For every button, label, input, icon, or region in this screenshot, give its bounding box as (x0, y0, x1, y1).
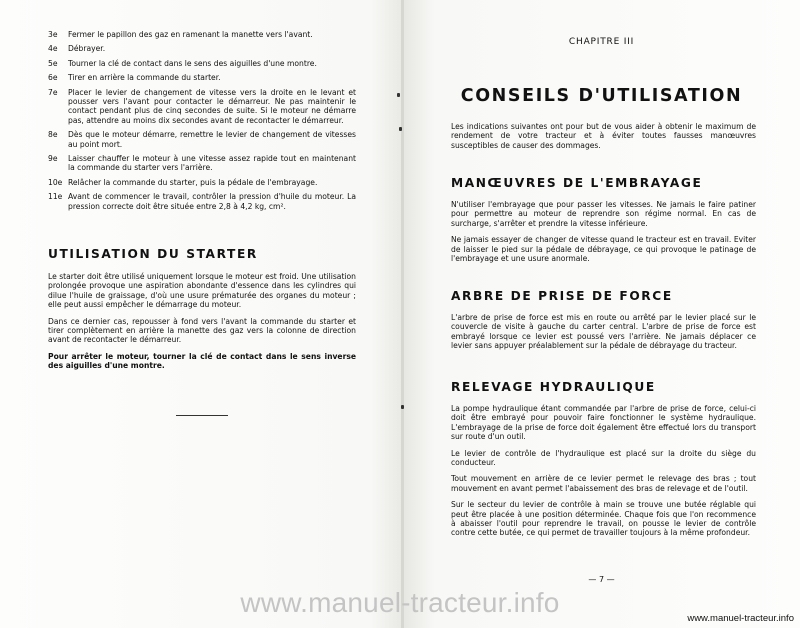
chapter-label: CHAPITRE III (568, 37, 635, 47)
step-number: 11e (48, 192, 63, 202)
section-paragraph: N'utiliser l'embrayage que pour passer les vitesses. Ne jamais le faire patiner pour permettre au moteur de reprendre son régime normal. En cas de surcharge, s'arrêter et prendre la vitesse inférieure. (451, 200, 756, 228)
step-item (48, 88, 356, 126)
step-number: 10e (48, 177, 63, 187)
step-text: Placer le levier de changement de vitesse vers la droite en le levant et pousser vers l'avant pour contacter le démarreur. Ne pas maintenir le contact pendant plus de cinq secondes de suite. Si le moteur ne démarre pas, attendre au moins dix secondes avant de recontacter le démarreur. (68, 87, 356, 125)
step-item (48, 59, 356, 68)
intro-paragraph: Les indications suivantes ont pour but de vous aider à obtenir le maximum de rendement de votre tracteur et à éviter toutes fausses manœuvres susceptibles de causer des dommages. (451, 122, 756, 150)
section-paragraph: La pompe hydraulique étant commandée par l'arbre de prise de force, celui-ci doit être embrayé pour pouvoir faire fonctionner le système hydraulique. L'embrayage de la prise de force doit également être effectué lors du transport sur route d'un outil. (451, 404, 756, 442)
step-text: Tourner la clé de contact dans le sens des aiguilles d'une montre. (68, 58, 317, 68)
step-number: 6e (48, 73, 58, 83)
step-text: Laisser chauffer le moteur à une vitesse assez rapide tout en maintenant la commande du starter vers l'arrière. (68, 154, 356, 173)
section-paragraph: L'arbre de prise de force est mis en route ou arrêté par le levier placé sur le couvercle de visite à gauche du carter central. L'arbre de prise de force est embrayé lorsque ce levier est poussé vers l'arrière. Ne jamais déplacer ce levier sans appuyer préalablement sur la pédale de débrayage du tracteur. (451, 313, 756, 351)
intro-section (451, 122, 756, 157)
starter-section (48, 272, 356, 378)
starter-heading: UTILISATION DU STARTER (48, 247, 258, 261)
starter-paragraph: Dans ce dernier cas, repousser à fond vers l'avant la commande du starter et tirer complètement en arrière la manette des gaz vers la colonne de direction avant de recontacter le démarreur. (48, 316, 356, 345)
page-number: — 7 — (588, 575, 615, 584)
watermark-small-text: www.manuel-tracteur.info (687, 613, 794, 624)
step-number: 7e (48, 87, 58, 97)
page-title: CONSEILS D'UTILISATION (460, 86, 743, 106)
step-item (48, 30, 356, 39)
step-text: Fermer le papillon des gaz en ramenant la manette vers l'avant. (68, 30, 313, 39)
section-paragraph: Le levier de contrôle de l'hydraulique est placé sur la droite du siège du conducteur. (451, 448, 756, 468)
step-number: 8e (48, 130, 58, 140)
section-paragraph: Tout mouvement en arrière de ce levier permet le relevage des bras ; tout mouvement en avant permet l'abaissement des bras de relevage et de l'outil. (451, 474, 756, 493)
step-item (48, 192, 356, 211)
step-text: Dès que le moteur démarre, remettre le levier de changement de vitesses au point mort. (68, 130, 356, 149)
scan-speck (401, 405, 404, 409)
step-text: Débrayer. (68, 44, 106, 54)
section-paragraph: Ne jamais essayer de changer de vitesse quand le tracteur est en travail. Eviter de laisser le pied sur la pédale de débrayage, ce qui provoque le patinage de l'embrayage et une usure anormale. (451, 235, 756, 264)
step-item (48, 44, 356, 53)
step-item (48, 178, 356, 187)
step-number: 9e (48, 154, 58, 164)
step-text: Tirer en arrière la commande du starter. (68, 73, 221, 83)
pto-section (451, 313, 756, 358)
starter-paragraph: Le starter doit être utilisé uniquement lorsque le moteur est froid. Une utilisation prolongée provoque une aspiration abondante d'essence dans les cylindres qui dilue l'huile de graissage, d'où une usure prématurée des organes du moteur ; elle peut aussi empêcher le démarrage du moteur. (48, 272, 356, 310)
hydraulic-section (451, 404, 756, 545)
step-item (48, 73, 356, 82)
step-item (48, 130, 356, 149)
section-heading-hydraulic: RELEVAGE HYDRAULIQUE (451, 380, 656, 394)
step-number: 4e (48, 44, 58, 54)
scan-speck (399, 127, 402, 131)
step-number: 5e (48, 58, 58, 68)
scan-speck (397, 93, 400, 97)
section-heading-clutch: MANŒUVRES DE L'EMBRAYAGE (451, 176, 703, 190)
step-text: Avant de commencer le travail, contrôler la pression d'huile du moteur. La pression correcte doit être située entre 2,8 à 4,2 kg, cm². (68, 192, 356, 211)
watermark-text: www.manuel-tracteur.info (240, 587, 560, 618)
step-text: Relâcher la commande du starter, puis la pédale de l'embrayage. (68, 177, 318, 187)
end-rule (176, 415, 228, 416)
step-number: 3e (48, 30, 58, 39)
step-item (48, 154, 356, 173)
section-heading-pto: ARBRE DE PRISE DE FORCE (451, 289, 673, 303)
startup-steps-list (48, 30, 356, 216)
section-paragraph: Sur le secteur du levier de contrôle à main se trouve une butée réglable qui peut être placée à une position déterminée. Chaque fois que l'on recommence à abaisser l'outil pour reprendre le travail, on pousse le levier de contrôle contre cette butée, ce qui permet de travailler toujours à la même profondeur. (451, 500, 756, 538)
stop-engine-paragraph: Pour arrêter le moteur, tourner la clé de contact dans le sens inverse des aiguilles d'une montre. (48, 351, 356, 371)
clutch-section (451, 200, 756, 270)
